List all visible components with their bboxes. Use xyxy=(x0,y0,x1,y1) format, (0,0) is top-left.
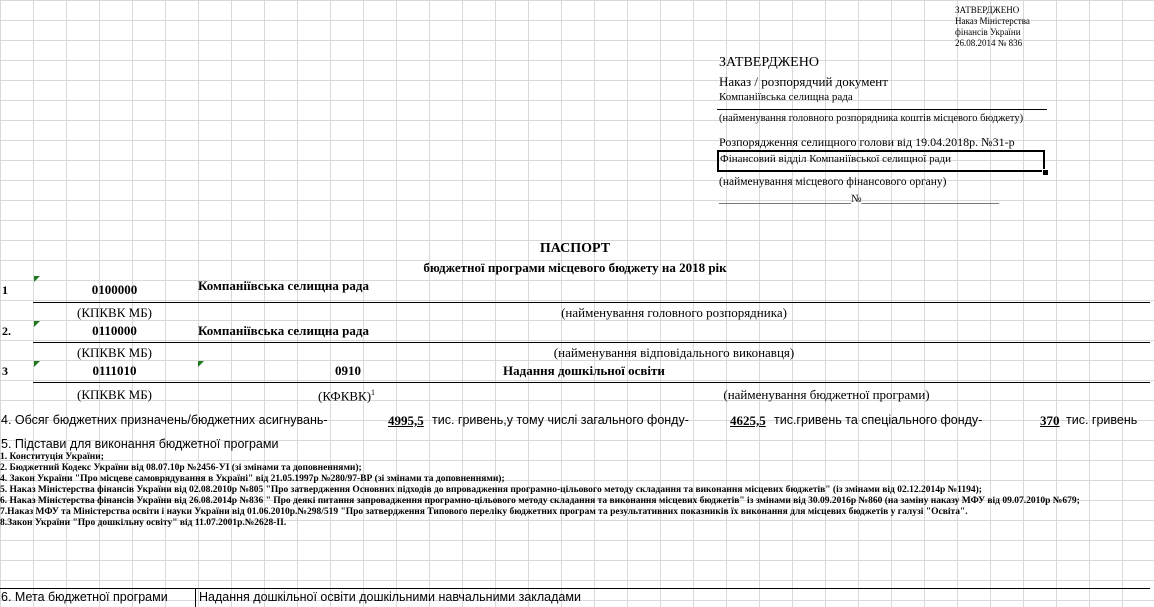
program-caption: (найменування бюджетної програми) xyxy=(723,387,930,402)
footnote-marker: 1 xyxy=(371,388,376,397)
basis-list xyxy=(0,452,1150,529)
basis-item: 5. Наказ Міністерства фінансів України від 02.08.2010р №805 "Про затвердження Основних підходів до впровадження програмно-цільового методу складання та виконання місцевих бюджетів" (із змінами від 02.12.2014р №1194); xyxy=(0,485,982,495)
budget-special[interactable]: 370 xyxy=(1040,413,1060,428)
divider xyxy=(33,342,1150,343)
basis-item: 4. Закон України "Про місцеве самоврядування в Україні" від 21.05.1997р №280/97-ВР (зі змінами та доповненнями); xyxy=(0,474,505,484)
kfkvk-caption-text: (КФКВК) xyxy=(318,388,372,404)
budget-label: 4. Обсяг бюджетних призначень/бюджетних асигнувань- xyxy=(1,413,328,427)
basis-title: 5. Підстави для виконання бюджетної програми xyxy=(1,437,279,451)
kpkvk-code[interactable]: 0110000 xyxy=(92,323,137,338)
budget-total[interactable]: 4995,5 xyxy=(388,413,424,428)
basis-item: 7.Наказ МФУ та Міністерства освіти і науки України від 01.06.2010р.№298/519 "Про затвердження Типового переліку бюджетних програм та результативних показників їх виконання для місцевих бюджетів у галузі "Освіта". xyxy=(0,507,968,517)
budget-special-unit: тис. гривень xyxy=(1066,413,1138,427)
approval-stamp-line: 26.08.2014 № 836 xyxy=(955,38,1023,48)
basis-item: 8.Закон України "Про дошкільну освіту" від 11.07.2001р.№2628-ІІ. xyxy=(0,518,287,528)
program-name[interactable]: Надання дошкільної освіти xyxy=(503,363,665,378)
row-number: 2. xyxy=(2,324,11,338)
budget-general[interactable]: 4625,5 xyxy=(730,413,766,428)
budget-total-unit: тис. гривень,у тому числі загального фонду- xyxy=(432,413,689,427)
divider xyxy=(33,382,1150,383)
kpkvk-code[interactable]: 0111010 xyxy=(92,363,137,378)
fill-handle[interactable] xyxy=(1042,169,1049,176)
budget-general-unit: тис.гривень та спеціального фонду- xyxy=(774,413,983,427)
approval-stamp-line: ЗАТВЕРДЖЕНО xyxy=(955,5,1020,15)
basis-item: 2. Бюджетний Кодекс України від 08.07.10р №2456-УІ (зі змінами та доповненнями); xyxy=(0,463,362,473)
kpkvk-caption: (КПКВК МБ) xyxy=(76,305,152,320)
basis-item: 6. Наказ Міністерства фінансів України від 26.08.2014р №836 " Про деякі питання запровадження програмно-цільового методу складання та виконання місцевих бюджетів" із змінами від 30.09.2016р №860 (на заміну наказу МФУ від 09.07.2010р №679; xyxy=(0,496,1080,506)
number-line[interactable]: ________________________№_________________________ xyxy=(719,193,999,205)
divider xyxy=(717,109,1047,110)
row-number: 3 xyxy=(2,364,8,378)
goal-label: 6. Мета бюджетної програми xyxy=(1,590,168,604)
kpkvk-code[interactable]: 0100000 xyxy=(91,282,138,297)
divider xyxy=(0,588,1150,589)
executor-name[interactable]: Компаніївська селищна рада xyxy=(198,323,369,338)
fin-body-caption: (найменування місцевого фінансового органу) xyxy=(719,176,947,188)
approval-doc-type: Наказ / розпорядчий документ xyxy=(719,74,888,89)
manager-name-cell[interactable]: Компаніївська селищна рада xyxy=(719,91,853,103)
manager-caption: (найменування головного розпорядника) xyxy=(561,305,787,320)
passport-subtitle: бюджетної програми місцевого бюджету на 2018 рік xyxy=(423,260,727,275)
approval-stamp-line: фінансів України xyxy=(955,27,1021,37)
approval-stamp-line: Наказ Міністерства xyxy=(955,16,1030,26)
basis-item: 1. Конституція України; xyxy=(0,452,104,462)
order-line[interactable]: Розпорядження селищного голови від 19.04.2018р. №31-р xyxy=(719,135,1015,149)
approval-stamp xyxy=(955,5,1030,49)
passport-title: ПАСПОРТ xyxy=(539,241,611,256)
kfkvk-caption xyxy=(318,388,375,404)
divider xyxy=(195,588,196,607)
manager-caption: (найменування головного розпорядника коштів місцевого бюджету) xyxy=(719,113,1024,124)
approval-title: ЗАТВЕРДЖЕНО xyxy=(719,55,819,70)
fin-body-cell[interactable]: Фінансовий відділ Компаніївської селищної ради xyxy=(720,153,951,165)
divider xyxy=(33,302,1150,303)
kpkvk-caption: (КПКВК МБ) xyxy=(76,387,152,402)
executor-caption: (найменування відповідального виконавця) xyxy=(553,345,795,360)
row-number: 1 xyxy=(2,283,8,297)
kpkvk-caption: (КПКВК МБ) xyxy=(76,345,152,360)
manager-name[interactable]: Компаніївська селищна рада xyxy=(198,278,369,293)
kfkvk-code[interactable]: 0910 xyxy=(335,363,361,378)
goal-value[interactable]: Надання дошкільної освіти дошкільними навчальними закладами xyxy=(199,590,581,604)
